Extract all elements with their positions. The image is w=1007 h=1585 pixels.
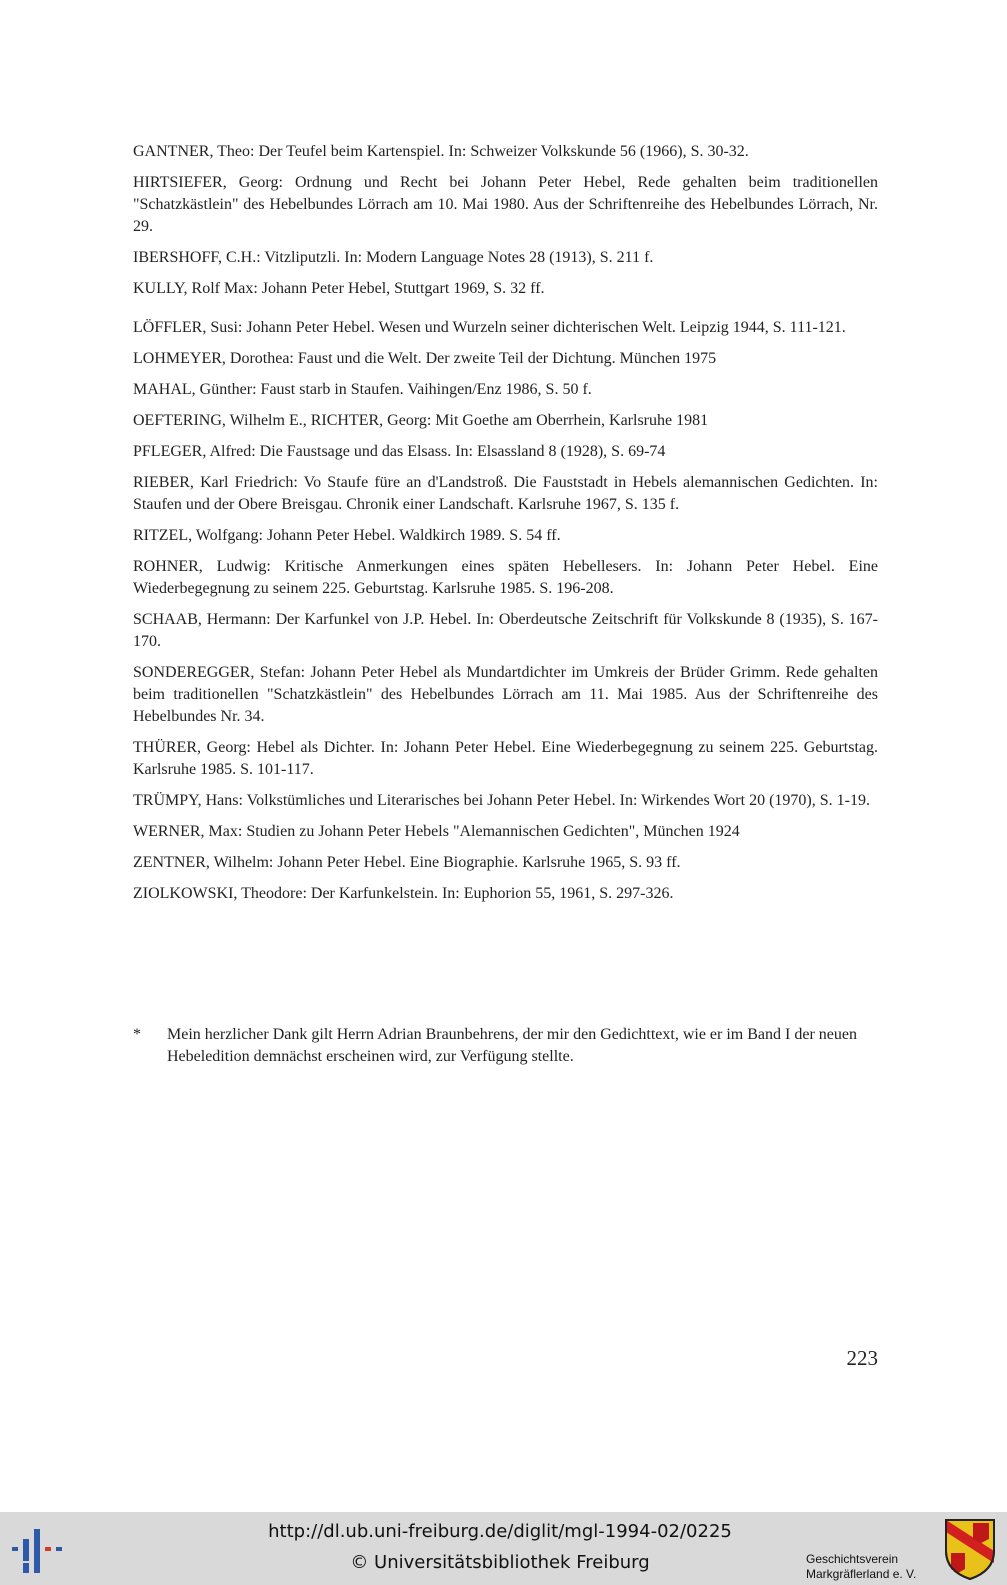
- bibliography-list: [133, 141, 878, 914]
- reference-entry: OEFTERING, Wilhelm E., RICHTER, Georg: Mit Goethe am Oberrhein, Karlsruhe 1981: [133, 412, 709, 429]
- reference-entry: PFLEGER, Alfred: Die Faustsage und das Elsass. In: Elsassland 8 (1928), S. 69-74: [133, 443, 666, 460]
- ub-freiburg-logo-icon[interactable]: [10, 1525, 66, 1575]
- copyright-text: © Universitätsbibliothek Freiburg: [350, 1552, 650, 1573]
- partner-name-line2: Markgräflerland e. V.: [806, 1567, 917, 1581]
- reference-entry: TRÜMPY, Hans: Volkstümliches und Literarisches bei Johann Peter Hebel. In: Wirkendes Wort 20 (1970), S. 1-19.: [133, 792, 870, 809]
- reference-entry: GANTNER, Theo: Der Teufel beim Kartenspiel. In: Schweizer Volkskunde 56 (1966), S. 30-32.: [133, 143, 749, 160]
- reference-entry: LOHMEYER, Dorothea: Faust und die Welt. Der zweite Teil der Dichtung. München 1975: [133, 350, 717, 367]
- reference-entry: SONDEREGGER, Stefan: Johann Peter Hebel als Mundartdichter im Umkreis der Brüder Grimm. Rede gehalten beim traditionellen "Schatzkästlein" des Hebelbundes Lörrach am 11. Mai 1985. Aus der Schriftenreihe des Hebelbundes Nr. 34.: [133, 664, 878, 725]
- reference-entry: ROHNER, Ludwig: Kritische Anmerkungen eines späten Hebellesers. In: Johann Peter Hebel. Eine Wiederbegegnung zu seinem 225. Geburtstag. Karlsruhe 1985. S. 196-208.: [133, 558, 878, 597]
- reference-entry: KULLY, Rolf Max: Johann Peter Hebel, Stuttgart 1969, S. 32 ff.: [133, 280, 545, 297]
- reference-entry: MAHAL, Günther: Faust starb in Staufen. Vaihingen/Enz 1986, S. 50 f.: [133, 381, 592, 398]
- document-url[interactable]: http://dl.ub.uni-freiburg.de/diglit/mgl-1994-02/0225: [268, 1521, 732, 1542]
- partner-name: [806, 1552, 916, 1582]
- reference-entry: THÜRER, Georg: Hebel als Dichter. In: Johann Peter Hebel. Eine Wiederbegegnung zu seinem 225. Geburtstag. Karlsruhe 1985. S. 101-117.: [133, 739, 878, 778]
- reference-entry: WERNER, Max: Studien zu Johann Peter Hebels "Alemannischen Gedichten", München 1924: [133, 823, 740, 840]
- partner-name-line1: Geschichtsverein: [806, 1552, 899, 1566]
- reference-entry: RITZEL, Wolfgang: Johann Peter Hebel. Waldkirch 1989. S. 54 ff.: [133, 527, 561, 544]
- reference-entry: SCHAAB, Hermann: Der Karfunkel von J.P. Hebel. In: Oberdeutsche Zeitschrift für Volkskunde 8 (1935), S. 167-170.: [133, 611, 878, 650]
- reference-entry: IBERSHOFF, C.H.: Vitzliputzli. In: Modern Language Notes 28 (1913), S. 211 f.: [133, 249, 654, 266]
- reference-entry: ZIOLKOWSKI, Theodore: Der Karfunkelstein. In: Euphorion 55, 1961, S. 297-326.: [133, 885, 674, 902]
- footnote: [133, 1024, 878, 1068]
- footer-bar: [0, 1512, 1007, 1585]
- footnote-mark: *: [133, 1026, 141, 1043]
- reference-entry: RIEBER, Karl Friedrich: Vo Staufe füre an d'Landstroß. Die Fauststadt in Hebels alemannischen Gedichten. In: Staufen und der Obere Breisgau. Chronik einer Landschaft. Karlsruhe 1967, S. 135 f.: [133, 474, 878, 513]
- reference-entry: ZENTNER, Wilhelm: Johann Peter Hebel. Eine Biographie. Karlsruhe 1965, S. 93 ff.: [133, 854, 681, 871]
- page-number: 223: [846, 1346, 878, 1370]
- reference-entry: LÖFFLER, Susi: Johann Peter Hebel. Wesen und Wurzeln seiner dichterischen Welt. Leipzig 1944, S. 111-121.: [133, 319, 846, 336]
- reference-entry: HIRTSIEFER, Georg: Ordnung und Recht bei Johann Peter Hebel, Rede gehalten beim traditionellen "Schatzkästlein" des Hebelbundes Lörrach am 10. Mai 1980. Aus der Schriftenreihe des Hebelbundes Lörrach, Nr. 29.: [133, 174, 878, 235]
- coat-of-arms-icon[interactable]: [943, 1517, 997, 1581]
- footnote-text: Mein herzlicher Dank gilt Herrn Adrian Braunbehrens, der mir den Gedichttext, wie er im Band I der neuen Hebeledition demnächst erscheinen wird, zur Verfügung stellte.: [167, 1026, 857, 1065]
